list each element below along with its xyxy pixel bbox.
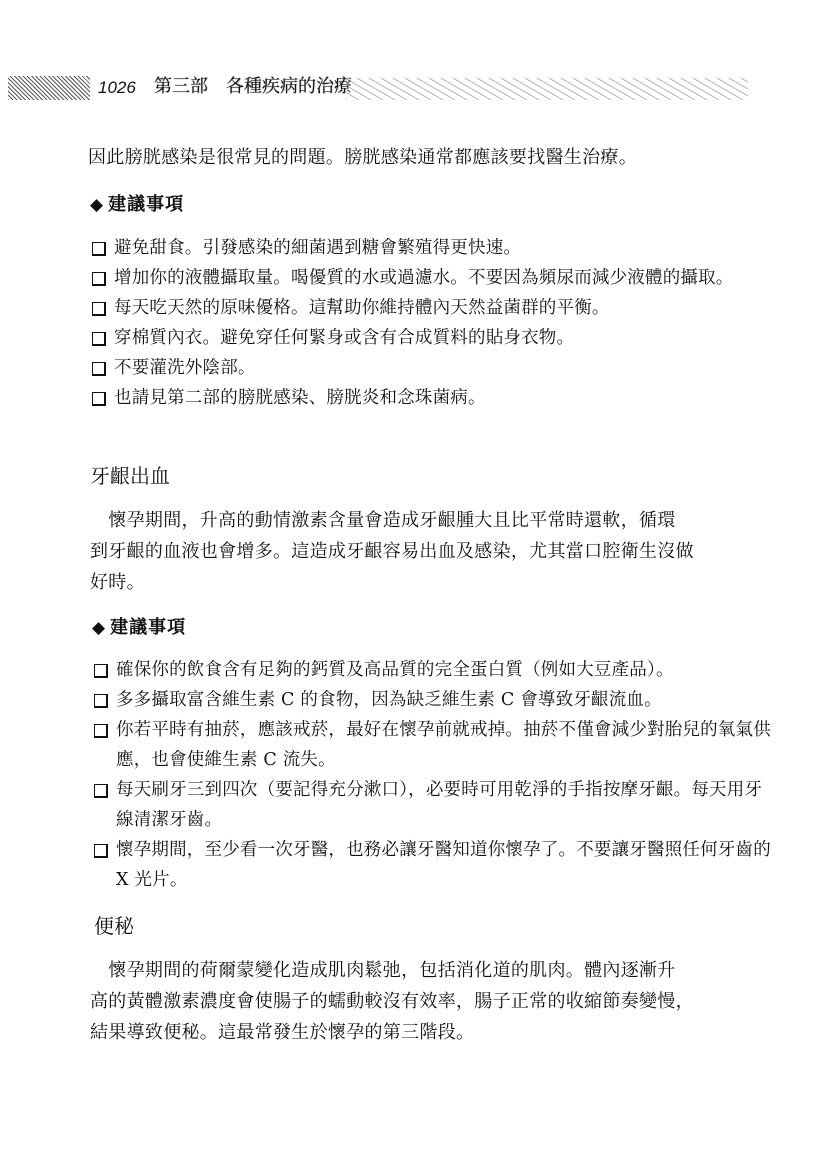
list-item <box>92 383 772 413</box>
checkbox-icon <box>92 272 106 286</box>
list-item-text: 確保你的飲食含有足夠的鈣質及高品質的完全蛋白質（例如大豆產品）。 <box>116 660 674 680</box>
paragraph-line: 懷孕期間，升高的動情激素含量會造成牙齦腫大且比平常時還軟，循環 <box>90 510 676 531</box>
list-item-text: 每天吃天然的原味優格。這幫助你維持體內天然益菌群的平衡。 <box>114 298 610 318</box>
intro-paragraph: 因此膀胱感染是很常見的問題。膀胱感染通常都應該要找醫生治療。 <box>88 147 637 168</box>
diamond-bullet-icon: ◆ <box>90 195 105 215</box>
checkbox-icon <box>94 664 108 678</box>
page-header <box>8 70 748 106</box>
section-heading-constipation: 便秘 <box>94 914 134 938</box>
suggestions-list-1 <box>92 233 772 413</box>
list-item <box>94 655 774 685</box>
constipation-paragraph <box>90 955 760 1048</box>
checkbox-icon <box>94 844 108 858</box>
checkbox-icon <box>92 242 106 256</box>
list-item-text: 多多攝取富含維生素 C 的食物，因為缺乏維生素 C 會導致牙齦流血。 <box>116 690 662 710</box>
list-item <box>94 685 774 715</box>
list-item <box>94 715 774 775</box>
checkbox-icon <box>92 392 106 406</box>
header-decor-noise <box>346 78 748 100</box>
list-item-text: 避免甜食。引發感染的細菌遇到糖會繁殖得更快速。 <box>114 238 522 258</box>
list-item-text: 懷孕期間，至少看一次牙醫，也務必讓牙醫知道你懷孕了。不要讓牙醫照任何牙齒的 X 光片。 <box>116 840 771 890</box>
checkbox-icon <box>94 724 108 738</box>
list-item <box>92 263 772 293</box>
list-item-text: 你若平時有抽菸，應該戒菸，最好在懷孕前就戒掉。抽菸不僅會減少對胎兒的氧氣供應，也會使維生素 C 流失。 <box>116 720 771 770</box>
diamond-bullet-icon: ◆ <box>92 618 107 638</box>
list-item <box>94 775 774 835</box>
list-item <box>92 323 772 353</box>
list-item <box>94 835 774 895</box>
checkbox-icon <box>94 694 108 708</box>
suggestions-title-text: 建議事項 <box>110 617 187 638</box>
suggestions-title-text: 建議事項 <box>108 194 185 215</box>
list-item <box>92 293 772 323</box>
suggestions-title-1 <box>90 192 184 218</box>
checkbox-icon <box>92 362 106 376</box>
checkbox-icon <box>92 332 106 346</box>
suggestions-title-2 <box>92 615 186 641</box>
suggestions-list-2 <box>94 655 774 895</box>
part-title: 第三部 各種疾病的治療 <box>154 76 352 97</box>
list-item-text: 也請見第二部的膀胱感染、膀胱炎和念珠菌病。 <box>114 388 486 408</box>
header-decor-pattern <box>8 76 90 100</box>
list-item-text: 增加你的液體攝取量。喝優質的水或過濾水。不要因為頻尿而減少液體的攝取。 <box>114 268 734 288</box>
page-number: 1026 <box>98 78 136 97</box>
list-item-text: 穿棉質內衣。避免穿任何緊身或含有合成質料的貼身衣物。 <box>114 328 575 348</box>
paragraph-line: 懷孕期間的荷爾蒙變化造成肌肉鬆弛，包括消化道的肌肉。體內逐漸升 <box>90 960 676 981</box>
list-item-text: 不要灌洗外陰部。 <box>114 358 256 378</box>
paragraph-line: 到牙齦的血液也會增多。這造成牙齦容易出血及感染，尤其當口腔衛生沒做 <box>90 541 694 562</box>
paragraph-line: 高的黃體激素濃度會使腸子的蠕動較沒有效率，腸子正常的收縮節奏變慢， <box>90 991 694 1012</box>
list-item <box>92 353 772 383</box>
paragraph-line: 結果導致便秘。這最常發生於懷孕的第三階段。 <box>90 1022 475 1043</box>
checkbox-icon <box>92 302 106 316</box>
list-item <box>92 233 772 263</box>
checkbox-icon <box>94 784 108 798</box>
section-heading-gum-bleeding: 牙齦出血 <box>90 464 170 488</box>
gum-paragraph <box>90 505 760 598</box>
paragraph-line: 好時。 <box>90 572 145 593</box>
list-item-text: 每天刷牙三到四次（要記得充分漱口），必要時可用乾淨的手指按摩牙齦。每天用牙線清潔牙齒。 <box>116 780 763 830</box>
